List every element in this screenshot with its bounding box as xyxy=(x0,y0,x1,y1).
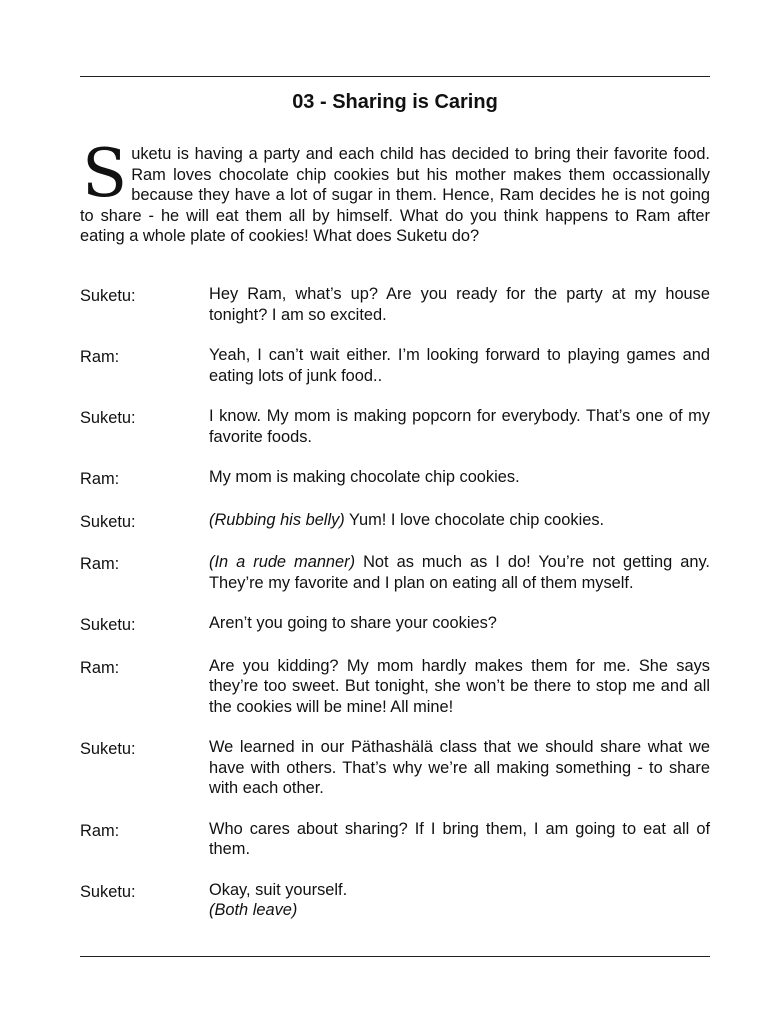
top-rule xyxy=(80,76,710,77)
dialogue xyxy=(80,284,710,941)
dialogue-line xyxy=(80,656,710,718)
speech-line: We learned in our Päthashälä class that we should share what we have with others. That’s why we’re all making something - to share with each other. xyxy=(209,738,710,797)
drop-cap: S xyxy=(82,135,128,212)
speech-line: Yum! I love chocolate chip cookies. xyxy=(344,510,605,529)
speech-text xyxy=(209,656,710,718)
speaker-label: Suketu: xyxy=(80,287,136,305)
speech-text xyxy=(209,552,710,593)
stage-direction: (Rubbing his belly) xyxy=(209,510,345,529)
dialogue-line xyxy=(80,819,710,860)
speech-line: Okay, suit yourself. xyxy=(209,880,348,899)
dialogue-line xyxy=(80,345,710,386)
stage-direction: (Both leave) xyxy=(209,901,298,919)
speech-line: My mom is making chocolate chip cookies. xyxy=(209,468,520,486)
dialogue-line xyxy=(80,510,710,533)
intro-paragraph xyxy=(80,135,710,247)
speech-line: Who cares about sharing? If I bring them, I am going to eat all of them. xyxy=(209,819,710,858)
stage-direction: (In a rude manner) xyxy=(209,553,356,571)
speech-line: Not as much as I do! You’re not getting any. They’re my favorite and I plan on eating all of them myself. xyxy=(209,553,710,592)
speech-text xyxy=(209,345,710,386)
dialogue-line xyxy=(80,613,710,636)
dialogue-line xyxy=(80,552,710,593)
speech-text xyxy=(209,406,710,447)
speech-line: Are you kidding? My mom hardly makes them for me. She says they’re too sweet. But tonight, she won’t be there to stop me and all the cookies will be mine! All mine! xyxy=(209,656,710,716)
page-title: 03 - Sharing is Caring xyxy=(292,91,498,113)
speech-text xyxy=(209,284,710,325)
speech-line: Aren’t you going to share your cookies? xyxy=(209,614,497,632)
speech-text xyxy=(209,467,710,488)
speech-line: Hey Ram, what’s up? Are you ready for the party at my house tonight? I am so excited. xyxy=(209,285,710,324)
dialogue-line xyxy=(80,284,710,325)
speaker-label: Ram: xyxy=(80,658,120,677)
speaker-label: Suketu: xyxy=(80,740,136,758)
speaker-label: Ram: xyxy=(80,348,120,366)
speaker-label: Suketu: xyxy=(80,512,136,531)
speech-text xyxy=(209,510,710,531)
speaker-label: Suketu: xyxy=(80,616,136,634)
intro-text: uketu is having a party and each child has decided to bring their favorite food. Ram loves chocolate chip cookies but his mother makes them occassionally because they have a lot of sugar in them. Hence, Ram decides he is not going to share - he will eat them all by himself. What do you think happens to Ram after eating a whole plate of cookies! What does Suketu do? xyxy=(80,145,710,245)
speaker-label: Ram: xyxy=(80,821,120,840)
dialogue-line xyxy=(80,880,710,921)
dialogue-line xyxy=(80,467,710,490)
bottom-rule xyxy=(80,956,710,957)
speaker-label: Ram: xyxy=(80,555,120,573)
speech-line: I know. My mom is making popcorn for everybody. That’s one of my favorite foods. xyxy=(209,407,710,446)
dialogue-line xyxy=(80,737,710,799)
speaker-label: Suketu: xyxy=(80,882,136,901)
speaker-label: Suketu: xyxy=(80,409,136,427)
speech-text xyxy=(209,613,710,634)
speech-text xyxy=(209,737,710,799)
speech-line: Yeah, I can’t wait either. I’m looking forward to playing games and eating lots of junk food.. xyxy=(209,346,710,385)
speaker-label: Ram: xyxy=(80,470,120,488)
speech-text xyxy=(209,880,710,921)
speech-text xyxy=(209,819,710,860)
dialogue-line xyxy=(80,406,710,447)
